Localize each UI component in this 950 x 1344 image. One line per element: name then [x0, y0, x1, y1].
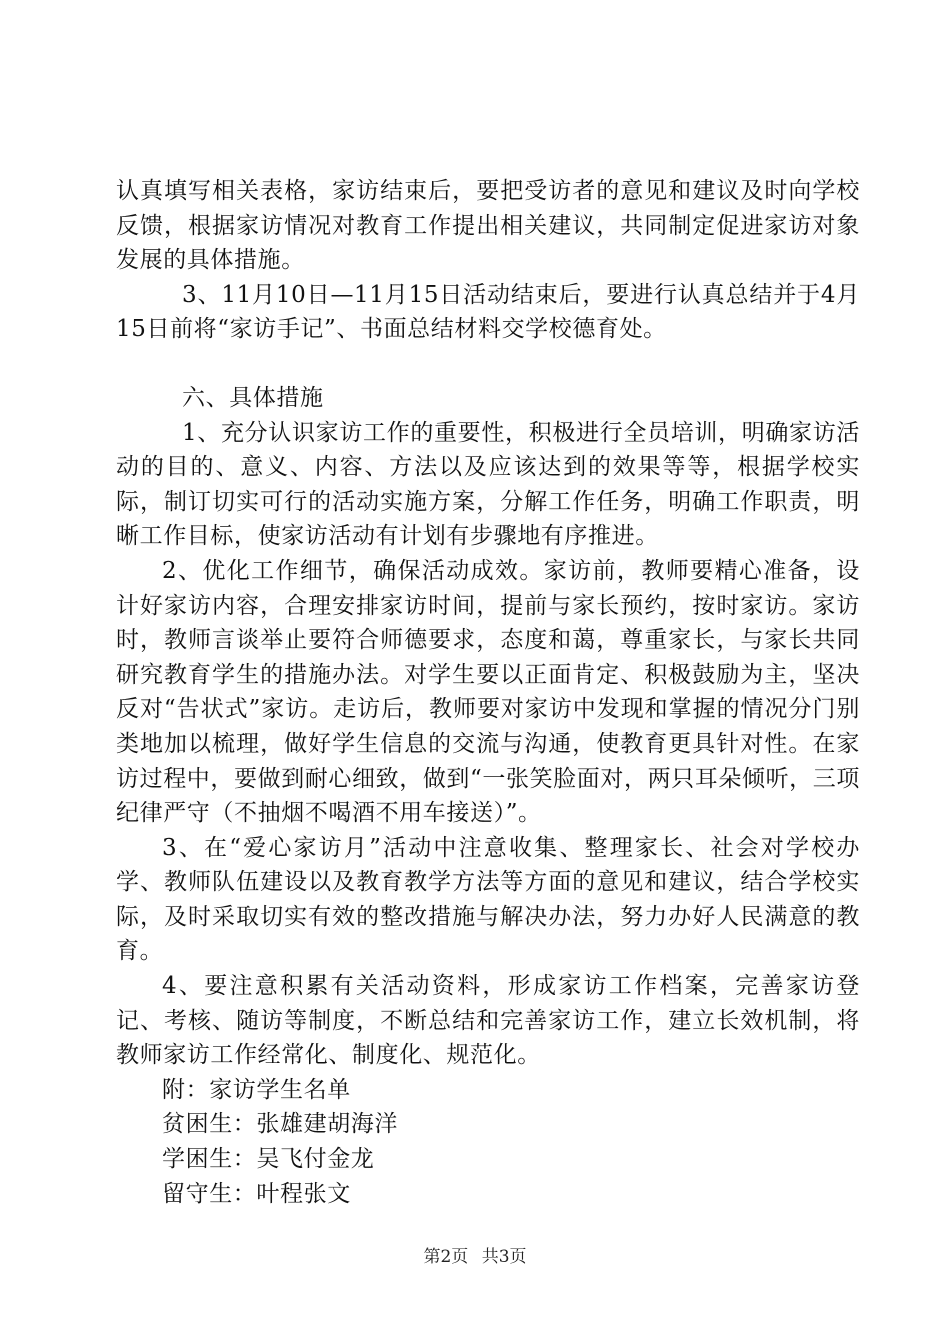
list-item-struggling-students: 学困生：吴飞付金龙 — [162, 1146, 375, 1173]
page-total: 共3页 — [481, 1247, 527, 1267]
paragraph-continuation: 认真填写相关表格，家访结束后，要把受访者的意见和建议及时向学校反馈，根据家访情况对教育工作提出相关建议，共同制定促进家访对象发展的具体措施。 — [116, 178, 860, 274]
paragraph-measure-2: 2、优化工作细节，确保活动成效。家访前，教师要精心准备，设计好家访内容，合理安排家访时间，提前与家长预约，按时家访。家访时，教师言谈举止要符合师德要求，态度和蔼，尊重家长，与家长共同研究教育学生的措施办法。对学生要以正面肯定、积极鼓励为主，坚决反对“告状式”家访。走访后，教师要对家访中发现和掌握的情况分门别类地加以梳理，做好学生信息的交流与沟通，使教育更具针对性。在家访过程中，要做到耐心细致，做到“一张笑脸面对，两只耳朵倾听，三项纪律严守（不抽烟不喝酒不用车接送）”。 — [116, 557, 860, 827]
paragraph-item-3-schedule: 3、11月10日—11月15日活动结束后，要进行认真总结并于4月15日前将“家访手记”、书面总结材料交学校德育处。 — [116, 281, 860, 343]
page-footer — [0, 1242, 950, 1267]
paragraph-measure-4: 4、要注意积累有关活动资料，形成家访工作档案，完善家访登记、考核、随访等制度，不断总结和完善家访工作，建立长效机制，将教师家访工作经常化、制度化、规范化。 — [116, 973, 860, 1069]
page-number: 第2页 — [423, 1247, 469, 1267]
list-item-poor-students: 贫困生：张雄建胡海洋 — [162, 1111, 398, 1138]
paragraph-gap — [116, 347, 860, 381]
section-heading-measures: 六、具体措施 — [182, 384, 324, 411]
paragraph-measure-3: 3、在“爱心家访月”活动中注意收集、整理家长、社会对学校办学、教师队伍建设以及教育教学方法等方面的意见和建议，结合学校实际，及时采取切实有效的整改措施与解决办法，努力办好人民满意的教育。 — [116, 834, 860, 965]
appendix-title: 附：家访学生名单 — [162, 1076, 351, 1103]
paragraph-measure-1: 1、充分认识家访工作的重要性，积极进行全员培训，明确家访活动的目的、意义、内容、方法以及应该达到的效果等等，根据学校实际，制订切实可行的活动实施方案，分解工作任务，明确工作职责，明晰工作目标，使家访活动有计划有步骤地有序推进。 — [116, 419, 860, 550]
document-body — [116, 174, 860, 1211]
list-item-left-behind-students: 留守生：叶程张文 — [162, 1180, 351, 1207]
